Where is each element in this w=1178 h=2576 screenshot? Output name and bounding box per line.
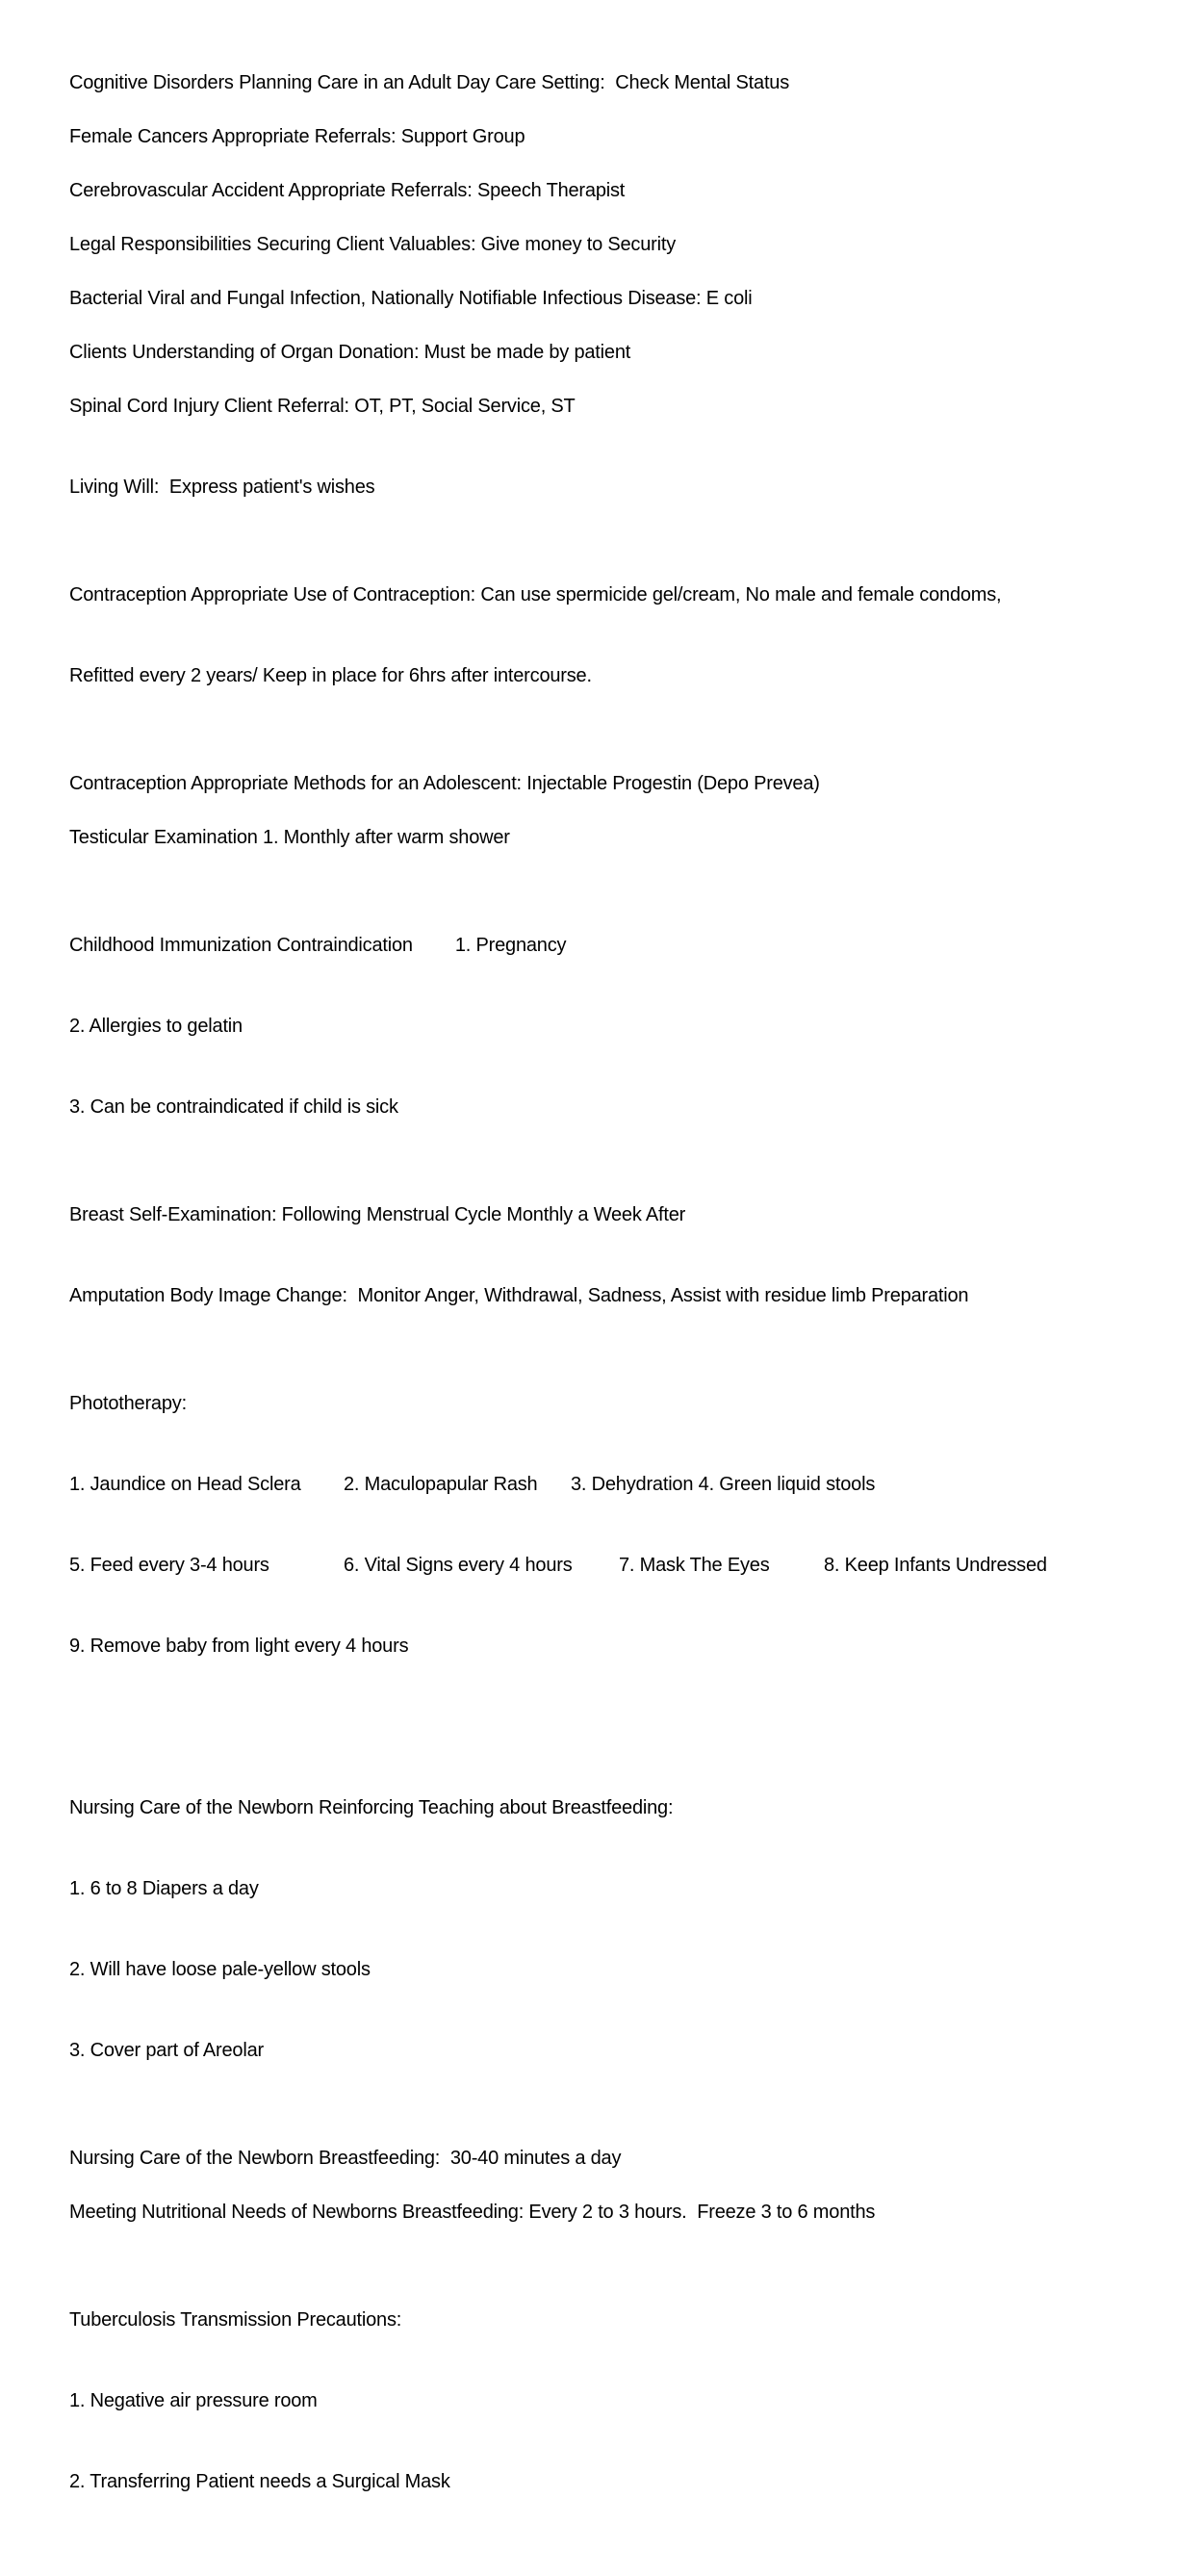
- blank-line: [69, 1255, 1118, 1282]
- document-page: [69, 69, 1118, 2576]
- immunization-heading: Childhood Immunization Contraindication: [69, 935, 413, 956]
- contraception-use-line-1: Contraception Appropriate Use of Contraception: Can use spermicide gel/cream, No male and female condoms,: [69, 584, 1002, 605]
- immunization-line-1: [69, 932, 1118, 959]
- immunization-item-1: 1. Pregnancy: [454, 935, 567, 956]
- phototherapy-item-3: 3. Dehydration: [571, 1474, 694, 1495]
- cva-note: Cerebrovascular Accident Appropriate Referrals: Speech Therapist: [69, 180, 626, 201]
- amputation-note: Amputation Body Image Change: Monitor Anger, Withdrawal, Sadness, Assist with residue limb Preparation: [69, 1285, 969, 1306]
- phototherapy-row-2: [69, 1552, 1118, 1579]
- breastfeeding-teaching-item-3: 3. Cover part of Areolar: [69, 2040, 264, 2061]
- contraception-adolescent-note: Contraception Appropriate Methods for an Adolescent: Injectable Progestin (Depo Prevea): [69, 773, 820, 794]
- testicular-exam-note: Testicular Examination 1. Monthly after warm shower: [69, 827, 510, 848]
- immunization-item-3: 3. Can be contraindicated if child is sick: [69, 1096, 398, 1118]
- immunization-contraindication-note: [69, 878, 1118, 1174]
- contraception-use-note: [69, 528, 1118, 743]
- phototherapy-item-9: 9. Remove baby from light every 4 hours: [69, 1636, 409, 1657]
- tuberculosis-note: [69, 2253, 1118, 2549]
- infection-note: Bacterial Viral and Fungal Infection, Nationally Notifiable Infectious Disease: E coli: [69, 288, 753, 309]
- breastfeeding-teaching-title: Nursing Care of the Newborn Reinforcing Teaching about Breastfeeding:: [69, 1797, 674, 1818]
- phototherapy-row-1: [69, 1471, 1118, 1498]
- phototherapy-item-5: 5. Feed every 3-4 hours: [69, 1555, 269, 1576]
- newborn-breastfeeding-note: Nursing Care of the Newborn Breastfeeding: 30-40 minutes a day: [69, 2148, 622, 2169]
- phototherapy-item-6: 6. Vital Signs every 4 hours: [344, 1555, 573, 1576]
- organ-donation-note: Clients Understanding of Organ Donation: Must be made by patient: [69, 342, 631, 363]
- nutritional-needs-note: Meeting Nutritional Needs of Newborns Breastfeeding: Every 2 to 3 hours. Freeze 3 to 6 months: [69, 2202, 876, 2223]
- spinal-cord-injury-note: Spinal Cord Injury Client Referral: OT, PT, Social Service, ST: [69, 396, 576, 417]
- legal-responsibilities-note: Legal Responsibilities Securing Client Valuables: Give money to Security: [69, 234, 677, 255]
- breast-self-exam-note: Breast Self-Examination: Following Menstrual Cycle Monthly a Week After: [69, 1204, 686, 1225]
- breastfeeding-teaching-item-2: 2. Will have loose pale-yellow stools: [69, 1959, 371, 1980]
- tuberculosis-title: Tuberculosis Transmission Precautions:: [69, 2309, 402, 2331]
- living-will-note: Living Will: Express patient's wishes: [69, 477, 375, 498]
- blank-line: [69, 447, 1118, 474]
- contraception-use-line-2: Refitted every 2 years/ Keep in place for 6hrs after intercourse.: [69, 665, 592, 686]
- phototherapy-title: Phototherapy:: [69, 1393, 187, 1414]
- phototherapy-item-1: 1. Jaundice on Head Sclera: [69, 1474, 301, 1495]
- female-cancers-note: Female Cancers Appropriate Referrals: Support Group: [69, 126, 525, 147]
- phototherapy-item-4: 4. Green liquid stools: [698, 1474, 876, 1495]
- breastfeeding-teaching-note: [69, 1740, 1118, 2118]
- phototherapy-item-8: 8. Keep Infants Undressed: [824, 1555, 1047, 1576]
- immunization-item-2: 2. Allergies to gelatin: [69, 1016, 243, 1037]
- phototherapy-note: [69, 1336, 1118, 1713]
- tuberculosis-item-2: 2. Transferring Patient needs a Surgical Mask: [69, 2471, 450, 2492]
- cognitive-disorders-note: Cognitive Disorders Planning Care in an Adult Day Care Setting: Check Mental Status: [69, 72, 790, 93]
- phototherapy-item-2: 2. Maculopapular Rash: [344, 1474, 538, 1495]
- phototherapy-item-7: 7. Mask The Eyes: [619, 1555, 770, 1576]
- breastfeeding-teaching-item-1: 1. 6 to 8 Diapers a day: [69, 1878, 259, 1899]
- tuberculosis-item-1: 1. Negative air pressure room: [69, 2390, 318, 2411]
